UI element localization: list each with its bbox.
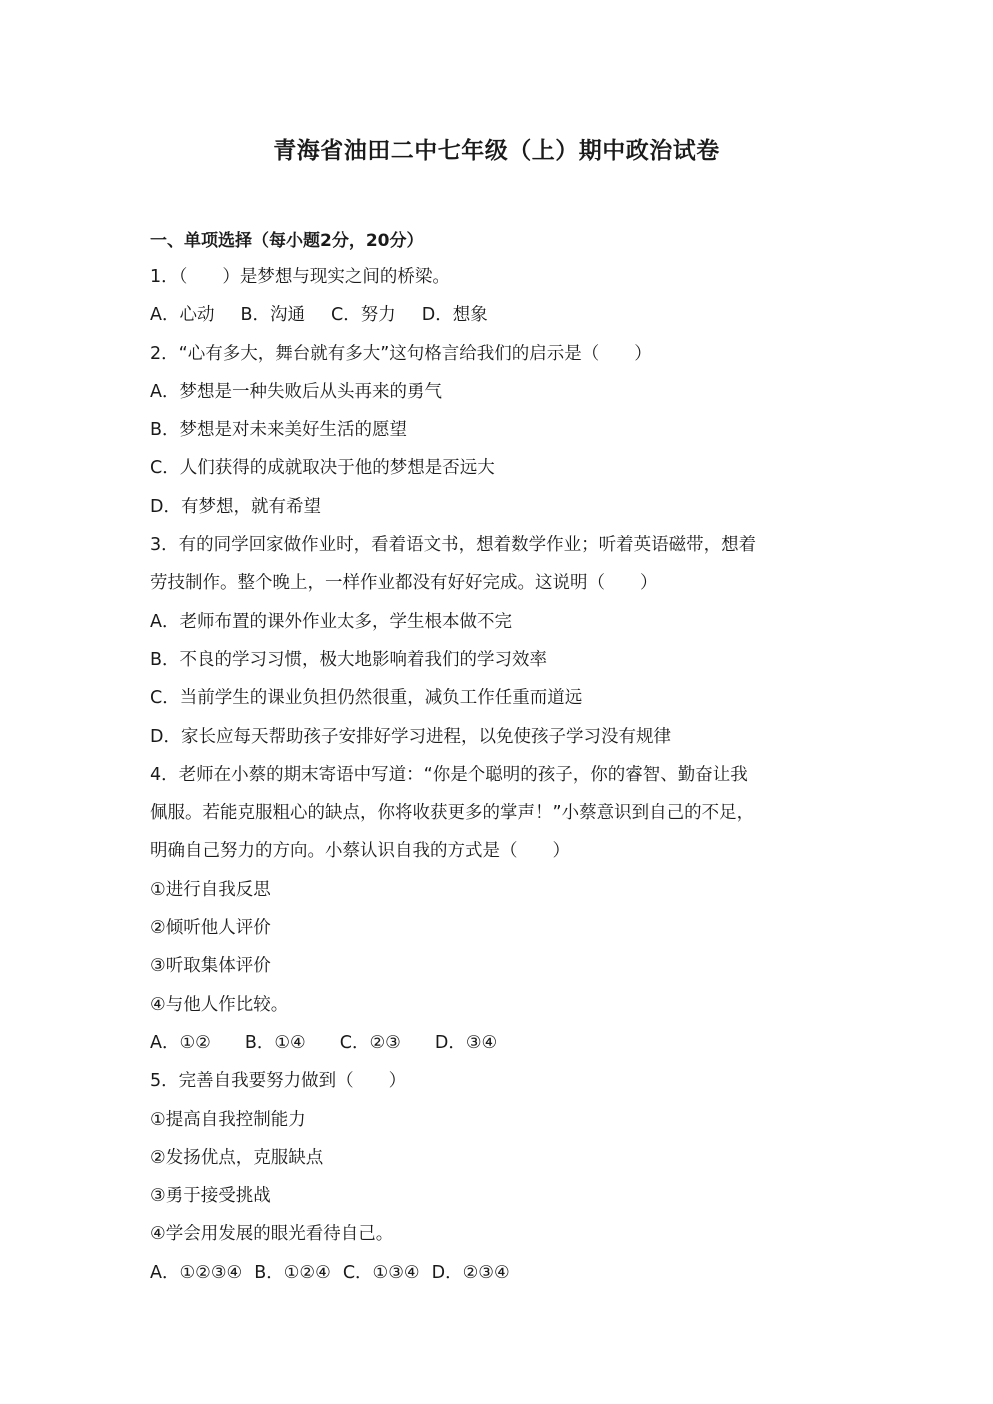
statement-item: ③听取集体评价: [150, 956, 271, 977]
question-4-stem-line: 佩服。若能克服粗心的缺点，你将收获更多的掌声！”小蔡意识到自己的不足，: [150, 803, 755, 824]
option-b: B．①④: [244, 1032, 306, 1053]
question-3-stem-line: 3．有的同学回家做作业时，看着语文书，想着数学作业；听着英语磁带，想着: [150, 535, 757, 556]
statement-item: ②倾听他人评价: [150, 918, 271, 939]
option-c: C．人们获得的成就取决于他的梦想是否远大: [150, 458, 495, 479]
option-d: D．想象: [421, 305, 488, 326]
question-4-options: [150, 1030, 870, 1068]
statement-item: ①进行自我反思: [150, 879, 271, 900]
option-c: C．①③④: [342, 1262, 420, 1283]
statement-item: ①提高自我控制能力: [150, 1109, 306, 1130]
question-5-stem: 5．完善自我要努力做到（ ）: [150, 1071, 407, 1092]
option-c: C．当前学生的课业负担仍然很重，减负工作任重而道远: [150, 688, 583, 709]
question-4-stem-line: 4．老师在小蔡的期末寄语中写道：“你是个聪明的孩子，你的睿智、勤奋让我: [150, 764, 748, 785]
question-3-stem-line: 劳技制作。整个晚上，一样作业都没有好好完成。这说明（ ）: [150, 573, 658, 594]
option-a: A．①②: [150, 1032, 211, 1053]
statement-item: ④学会用发展的眼光看待自己。: [150, 1224, 394, 1245]
question-1-stem: 1．（ ）是梦想与现实之间的桥梁。: [150, 267, 450, 287]
option-b: B．不良的学习习惯，极大地影响着我们的学习效率: [150, 649, 548, 670]
option-c: C．努力: [331, 305, 396, 326]
question-1-options: [150, 302, 870, 340]
option-c: C．②③: [339, 1032, 401, 1053]
question-4-stem-line: 明确自己努力的方向。小蔡认识自我的方式是（ ）: [150, 841, 570, 862]
statement-item: ②发扬优点，克服缺点: [150, 1147, 324, 1168]
option-b: B．沟通: [240, 305, 305, 326]
option-a: A．心动: [150, 305, 215, 326]
option-a: A．梦想是一种失败后从头再来的勇气: [150, 381, 442, 402]
question-5-options: [150, 1260, 870, 1298]
option-d: D．有梦想，就有希望: [150, 496, 321, 517]
question-list: [150, 264, 870, 1298]
statement-item: ③勇于接受挑战: [150, 1186, 271, 1207]
question-2-stem: 2．“心有多大，舞台就有多大”这句格言给我们的启示是（ ）: [150, 343, 652, 364]
option-b: B．梦想是对未来美好生活的愿望: [150, 420, 408, 441]
section-heading: 一、单项选择（每小题2分，20分）: [150, 231, 424, 251]
option-d: D．③④: [434, 1032, 498, 1053]
option-d: D．②③④: [431, 1262, 510, 1283]
page-title: 青海省油田二中七年级（上）期中政治试卷: [273, 138, 720, 164]
option-a: A．老师布置的课外作业太多，学生根本做不完: [150, 611, 512, 632]
statement-item: ④与他人作比较。: [150, 994, 289, 1015]
option-b: B．①②④: [254, 1262, 331, 1283]
option-d: D．家长应每天帮助孩子安排好学习进程，以免使孩子学习没有规律: [150, 726, 671, 747]
option-a: A．①②③④: [150, 1262, 243, 1283]
